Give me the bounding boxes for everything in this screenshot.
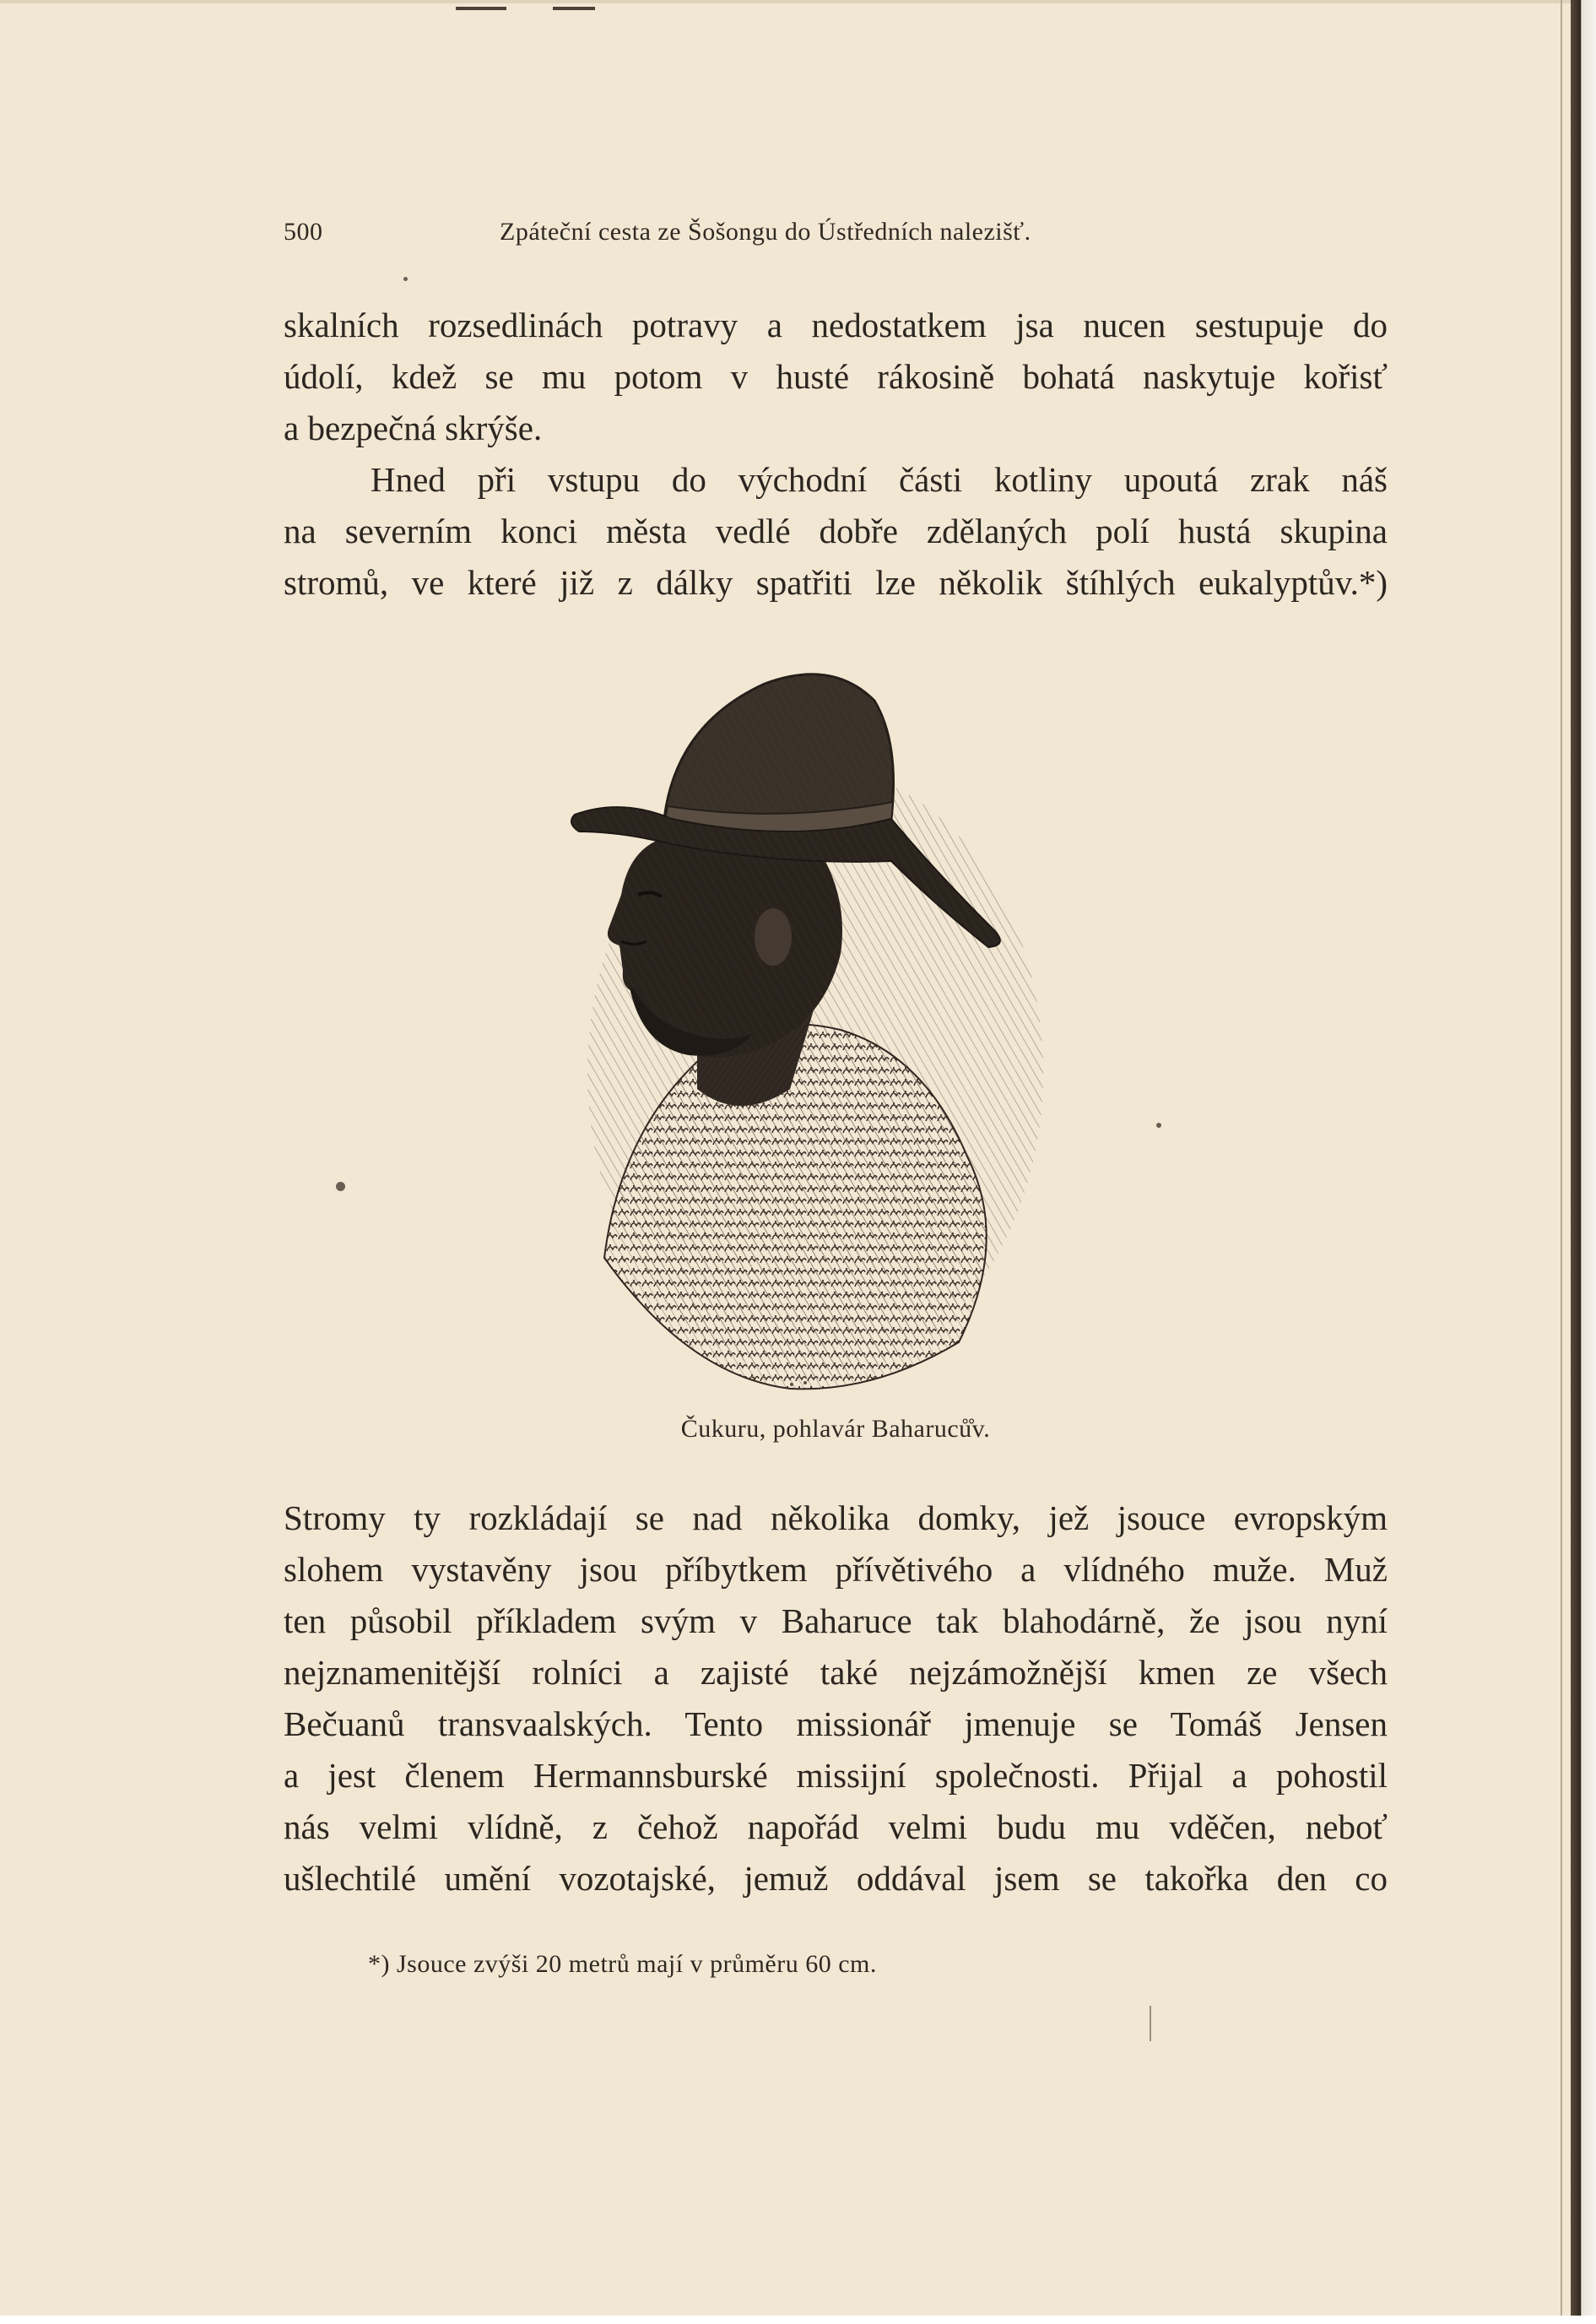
page-top-edge	[0, 0, 1596, 3]
text-line: na severním konci města vedlé dobře zdělaných polí hustá skupina	[284, 512, 1388, 550]
text-line: slohem vystavěny jsou příbytkem přívětivého a vlídného muže. Muž	[284, 1550, 1388, 1589]
book-binding	[1571, 0, 1596, 2324]
portrait-engraving	[571, 650, 1043, 1393]
text-line: údolí, kdež se mu potom v husté rákosině bohatá naskytuje kořisť	[284, 357, 1388, 396]
text-line: stromů, ve které již z dálky spatřiti lze několik štíhlých eukalyptův.*)	[284, 563, 1388, 602]
text-line: skalních rozsedlinách potravy a nedostatkem jsa nucen sestupuje do	[284, 306, 1388, 344]
paragraph-top	[284, 300, 1388, 609]
text-line: nejznamenitější rolníci a zajisté také nejzámožnější kmen ze všech	[284, 1653, 1388, 1692]
text-line: ušlechtilé umění vozotajské, jemuž oddával jsem se takořka den co	[284, 1859, 1388, 1898]
text-line: nás velmi vlídně, z čehož napořád velmi budu mu vděčen, neboť	[284, 1807, 1388, 1846]
text-line: a bezpečná skrýše.	[284, 409, 543, 447]
running-title: Zpáteční cesta ze Šošongu do Ústředních nalezišť.	[500, 218, 1031, 246]
paper-speck	[403, 277, 408, 281]
text-line: Hned při vstupu do východní části kotliny upoutá zrak náš	[371, 460, 1388, 499]
ear	[755, 908, 792, 966]
top-edge-mark	[553, 7, 595, 10]
paper-speck	[336, 1182, 345, 1191]
figure-caption: Čukuru, pohlavár Baharuců̊v.	[680, 1415, 991, 1443]
top-edge-mark	[456, 7, 506, 10]
running-head	[284, 218, 1178, 255]
paper-mark	[1150, 2006, 1151, 2041]
text-line: Bečuanů transvaalských. Tento missionář jmenuje se Tomáš Jensen	[284, 1704, 1388, 1743]
page-bottom-edge	[0, 2316, 1596, 2324]
text-line: Stromy ty rozkládají se nad několika domky, jež jsouce evropským	[284, 1498, 1388, 1537]
engraving-speck	[803, 1381, 807, 1384]
paragraph-bottom	[284, 1492, 1388, 1904]
footnote: *) Jsouce zvýši 20 metrů mají v průměru 60 cm.	[368, 1950, 877, 1978]
text-line: a jest členem Hermannsburské missijní společnosti. Přijal a pohostil	[284, 1756, 1388, 1795]
page-number: 500	[284, 218, 323, 246]
engraving-speck	[790, 1383, 793, 1386]
text-line: ten působil příkladem svým v Baharuce tak blahodárně, že jsou nyní	[284, 1601, 1388, 1640]
binding-shadow-line	[1561, 0, 1562, 2324]
paper-speck	[1156, 1123, 1161, 1128]
